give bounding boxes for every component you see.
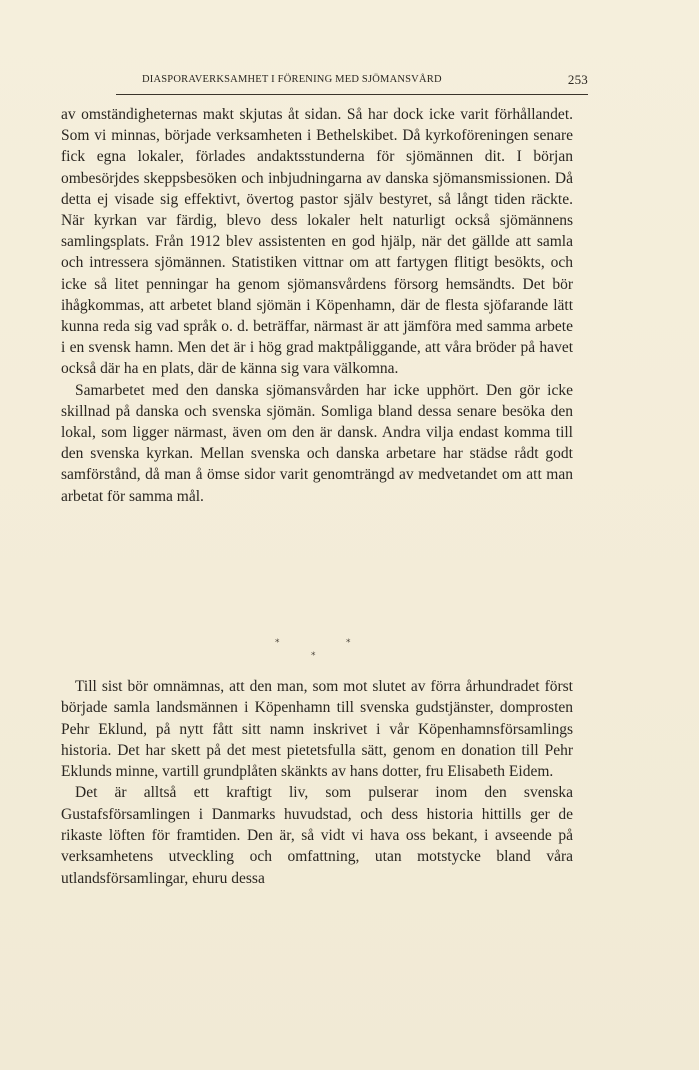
body-text-top <box>61 104 573 507</box>
running-head <box>116 74 588 90</box>
paragraph: Till sist bör omnämnas, att den man, som mot slutet av förra århundradet först började samla landsmännen i Köpenhamn till svenska gudstjänster, domprosten Pehr Eklund, på nytt fått sitt namn inskrivet i vår Köpenhamnsförsamlings historia. Det har skett på det mest pietetsfulla sätt, genom en donation till Pehr Eklunds minne, vartill grundplåten skänkts av hans dotter, fru Elisabeth Eidem. <box>61 678 573 781</box>
header-rule <box>116 94 588 95</box>
section-break-asterism <box>0 638 699 662</box>
page-number: 253 <box>567 72 588 87</box>
running-title: DIASPORAVERKSAMHET I FÖRENING MED SJÖMANSVÅRD <box>142 74 442 85</box>
asterisk: * <box>311 651 316 661</box>
paragraph: Samarbetet med den danska sjömansvården har icke upphört. Den gör icke skillnad på danska och svenska sjömän. Somliga bland dessa senare besöka den lokal, som ligger närmast, även om den är dansk. Andra vilja endast komma till den svenska kyrkan. Mellan svenska och danska arbetare har städse rådt godt samförstånd, då man å ömse sidor varit genomträngd av medvetandet om att man arbetat för samma mål. <box>61 381 573 505</box>
paragraph: av omständigheternas makt skjutas åt sidan. Så har dock icke varit förhållandet. Som vi minnas, började verksamheten i Bethelskibet. Då kyrkoföreningen senare fick egna lokaler, förlades andaktsstunderna för sjömännen dit. I början ombesörjdes skeppsbesöken och inbjudningarna av danska sjömansmissionen. Då detta ej visade sig effektivt, övertog pastor själv bestyret, så långt tiden räckte. När kyrkan var färdig, blevo dess lokaler helt naturligt också sjömännens samlingsplats. Från 1912 blev assistenten en god hjälp, när det gällde att samla och intressera sjömännen. Statistiken vittnar om att fartygen flitigt besökts, och icke så litet penningar ha genom sjömansvårdens försorg hemsändts. Det bör ihågkommas, att arbetet bland sjömän i Köpenhamn, där de flesta sjöfarande lätt kunna reda sig vad språk o. d. beträffar, närmast är att jämföra med samma arbete i en svensk hamn. Men det är i hög grad maktpåliggande, att våra bröder på havet också där ha en plats, där de känna sig vara välkomna. <box>61 106 573 378</box>
asterisk: * <box>275 638 280 648</box>
body-text-bottom <box>61 676 573 889</box>
asterisk: * <box>346 638 351 648</box>
paragraph: Det är alltså ett kraftigt liv, som pulserar inom den svenska Gustafsförsamlingen i Danmarks huvudstad, och dess historia hittills ger de rikaste löften för framtiden. Den är, så vidt vi hava oss bekant, i avseende på verksamhetens utveckling och omfattning, utan motstycke bland våra utlandsförsamlingar, ehuru dessa <box>61 784 573 887</box>
